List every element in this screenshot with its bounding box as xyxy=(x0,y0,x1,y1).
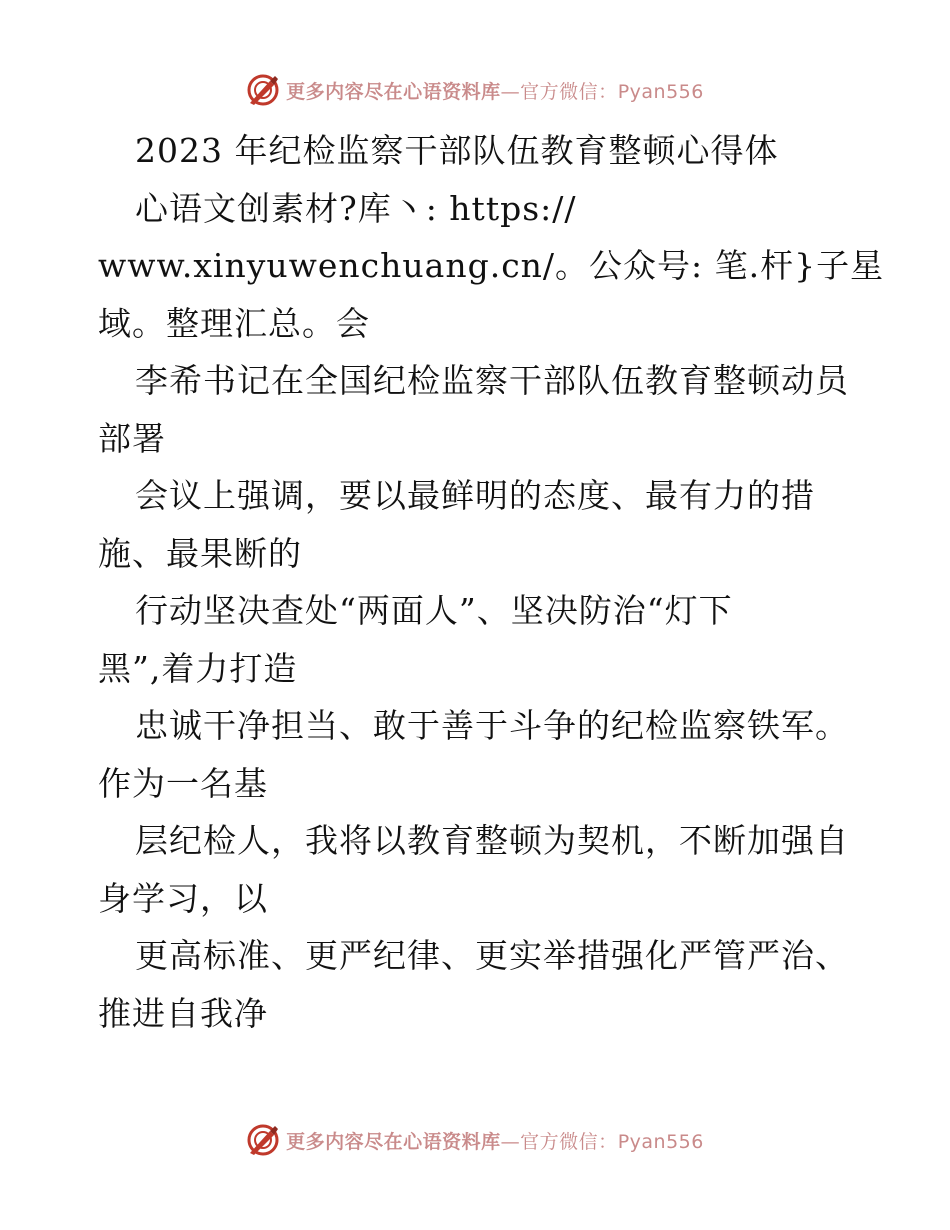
doc-line: 域。整理汇总。会 xyxy=(98,303,370,343)
document-body xyxy=(98,122,885,1042)
doc-line: 身学习，以 xyxy=(98,878,268,918)
banner-brand: 更多内容尽在心语资料库 xyxy=(286,80,501,103)
doc-line: 李希书记在全国纪检监察干部队伍教育整顿动员 xyxy=(135,361,849,400)
pen-logo-icon xyxy=(246,73,280,107)
doc-line-url: www.xinyuwenchuang.cn/。公众号: 笔.杆}子星 xyxy=(98,246,885,285)
banner-wechat-label: 官方微信： xyxy=(520,80,618,103)
banner-wechat-id: Pyan556 xyxy=(617,80,704,103)
banner-separator: — xyxy=(500,80,521,103)
header-banner xyxy=(0,68,950,112)
footer-banner xyxy=(0,1118,950,1162)
pen-logo-icon xyxy=(246,1123,280,1157)
doc-line: 部署 xyxy=(98,418,166,458)
doc-line: 忠诚干净担当、敢于善于斗争的纪检监察铁军。 xyxy=(135,706,849,745)
doc-line: 层纪检人，我将以教育整顿为契机，不断加强自 xyxy=(135,821,849,860)
banner-wechat-id: Pyan556 xyxy=(617,1130,704,1153)
doc-line: 黑”,着力打造 xyxy=(98,648,298,688)
banner-text xyxy=(286,1127,704,1154)
banner-brand: 更多内容尽在心语资料库 xyxy=(286,1130,501,1153)
banner-wechat-label: 官方微信： xyxy=(520,1130,618,1153)
doc-line: 施、最果断的 xyxy=(98,533,302,573)
doc-line-title: 2023 年纪检监察干部队伍教育整顿心得体 xyxy=(135,131,779,170)
doc-line: 推进自我净 xyxy=(98,993,268,1033)
doc-line: 会议上强调，要以最鲜明的态度、最有力的措 xyxy=(135,476,815,515)
doc-line: 更高标准、更严纪律、更实举措强化严管严治、 xyxy=(135,936,849,975)
doc-line-source: 心语文创素材?库丶: https:// xyxy=(135,188,577,228)
banner-separator: — xyxy=(500,1130,521,1153)
banner-text xyxy=(286,77,704,104)
doc-line: 行动坚决查处“两面人”、坚决防治“灯下 xyxy=(135,591,733,630)
doc-line: 作为一名基 xyxy=(98,763,268,803)
